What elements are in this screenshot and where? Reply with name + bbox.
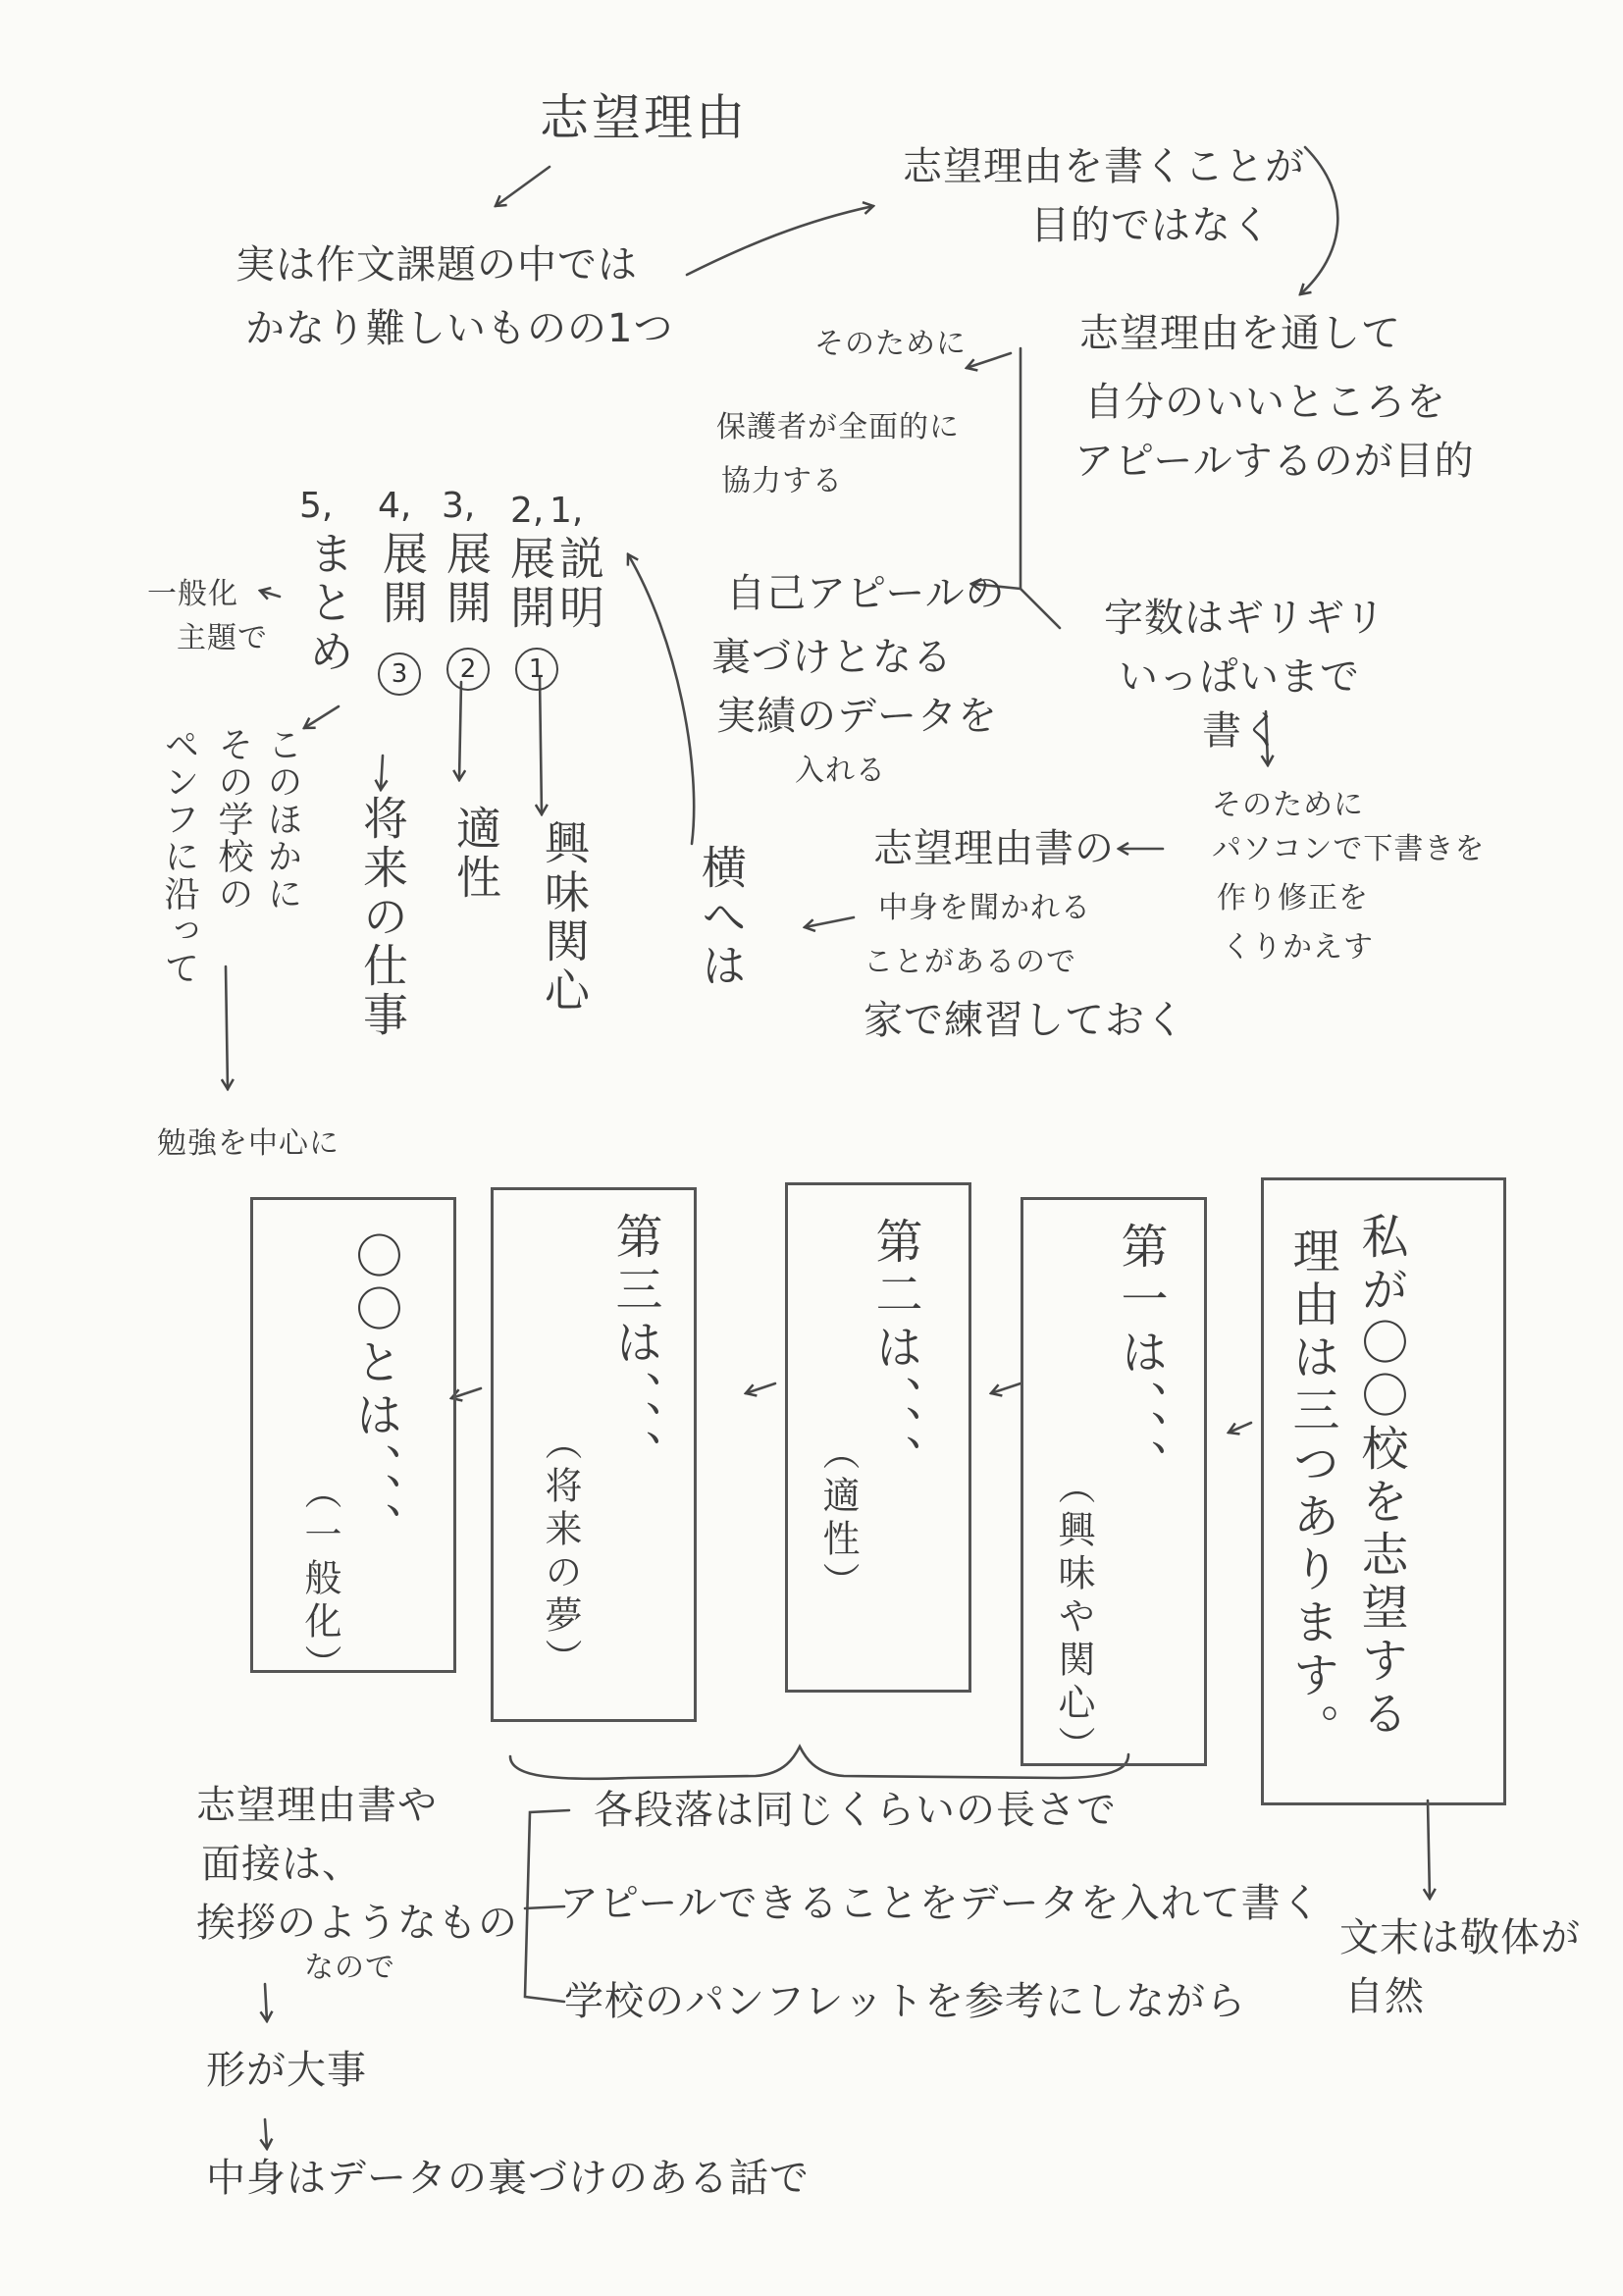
step-2-number: 2, — [510, 491, 545, 531]
purpose-not-line-1: 志望理由を書くことが — [903, 144, 1305, 189]
step-4-circle: 3 — [378, 652, 421, 696]
step-2-circle: 1 — [515, 648, 558, 691]
for-that-2-line-1: そのために — [1212, 788, 1364, 822]
difficulty-line-2: かなり難しいものの1つ — [245, 306, 674, 351]
bottom-left-line-1: 志望理由書や — [196, 1783, 438, 1828]
box-1-line-2: 理由は三つあります。 — [1284, 1226, 1339, 1756]
step-3-number: 3, — [442, 486, 476, 526]
box-2-line-1: 第一は、、、 — [1113, 1222, 1168, 1492]
sub-dream: 将来の仕事 — [356, 795, 409, 1040]
step-5-number: 5, — [299, 486, 334, 526]
sub-interest: 興味関心 — [538, 819, 591, 1016]
step-1-number: 1, — [550, 491, 584, 531]
style-note-line-1: 文末は敬体が — [1339, 1915, 1581, 1960]
step-3-text: 展開 — [440, 530, 493, 628]
interview-line-1: 志望理由書の — [873, 826, 1115, 871]
bottom-left-line-3: 挨拶のようなもの — [196, 1901, 518, 1946]
box-1-line-1: 私が〇〇校を志望する — [1353, 1212, 1408, 1742]
parents-line-2: 協力する — [721, 464, 843, 498]
step-5-text: まとめ — [302, 530, 355, 677]
sub-other-line-2: その学校の — [213, 726, 253, 913]
evidence-line-3: 実績のデータを — [716, 694, 998, 739]
purpose-is-line-1: 志望理由を通して — [1079, 311, 1401, 356]
difficulty-line-1: 実は作文課題の中では — [236, 242, 638, 287]
box-2-line-2: （興味や関心） — [1052, 1467, 1095, 1769]
box-3-line-2: （適性） — [816, 1433, 860, 1605]
for-that-2-line-4: くりかえす — [1222, 930, 1374, 965]
tip-3: 学校のパンフレットを参考にしながら — [564, 1979, 1246, 2024]
step-3-circle: 2 — [446, 648, 490, 691]
interview-line-3: ことがあるので — [864, 945, 1076, 979]
bottom-left-line-4: なので — [304, 1951, 395, 1985]
evidence-line-2: 裏づけとなる — [711, 635, 953, 680]
general-line-2: 主題で — [177, 621, 268, 655]
box-3-line-1: 第二は、、、 — [867, 1217, 922, 1487]
study-center-note: 勉強を中心に — [157, 1126, 340, 1161]
general-line-1: 一般化 — [147, 577, 238, 611]
char-count-line-1: 字数はギリギリ — [1104, 596, 1386, 641]
evidence-line-4: 入れる — [795, 754, 886, 788]
tip-1: 各段落は同じくらいの長さで — [594, 1788, 1117, 1833]
interview-line-4: 家で練習しておく — [864, 998, 1185, 1043]
bottom-left-line-6: 中身はデータの裏づけのある話で — [206, 2156, 810, 2201]
tip-2: アピールできることをデータを入れて書く — [559, 1881, 1322, 1926]
for-that-1: そのために — [814, 327, 967, 361]
horizontal-note: 横へは — [695, 844, 748, 991]
bottom-left-line-5: 形が大事 — [206, 2048, 367, 2093]
style-note-line-2: 自然 — [1344, 1974, 1425, 2019]
interview-line-2: 中身を聞かれる — [878, 891, 1091, 925]
sub-other-line-3: ペンフに沿って — [159, 726, 199, 987]
purpose-is-line-3: アピールするのが目的 — [1074, 439, 1475, 484]
bottom-left-line-2: 面接は、 — [201, 1842, 362, 1887]
step-2-text: 展開 — [503, 535, 556, 633]
box-5-line-1: 〇〇とは、、、 — [347, 1231, 402, 1555]
step-4-text: 展開 — [376, 530, 429, 628]
step-1-text: 説明 — [552, 535, 605, 633]
box-4-line-2: （将来の夢） — [539, 1423, 582, 1682]
box-4-line-1: 第三は、、、 — [607, 1212, 662, 1483]
page-title: 志望理由 — [540, 89, 748, 146]
purpose-not-line-2: 目的ではなく — [1030, 203, 1272, 248]
for-that-2-line-2: パソコンで下書きを — [1212, 832, 1486, 866]
parents-line-1: 保護者が全面的に — [716, 410, 960, 444]
sub-other-line-1: このほかに — [262, 726, 302, 913]
char-count-line-2: いっぱいまで — [1119, 654, 1360, 700]
sub-aptitude: 適性 — [449, 805, 502, 903]
step-4-number: 4, — [378, 486, 412, 526]
purpose-is-line-2: 自分のいいところを — [1084, 380, 1446, 425]
evidence-line-1: 自己アピールの — [726, 571, 1006, 616]
char-count-line-3: 書く — [1202, 708, 1283, 754]
for-that-2-line-3: 作り修正を — [1217, 881, 1369, 915]
box-5-line-2: （一般化） — [298, 1472, 341, 1688]
